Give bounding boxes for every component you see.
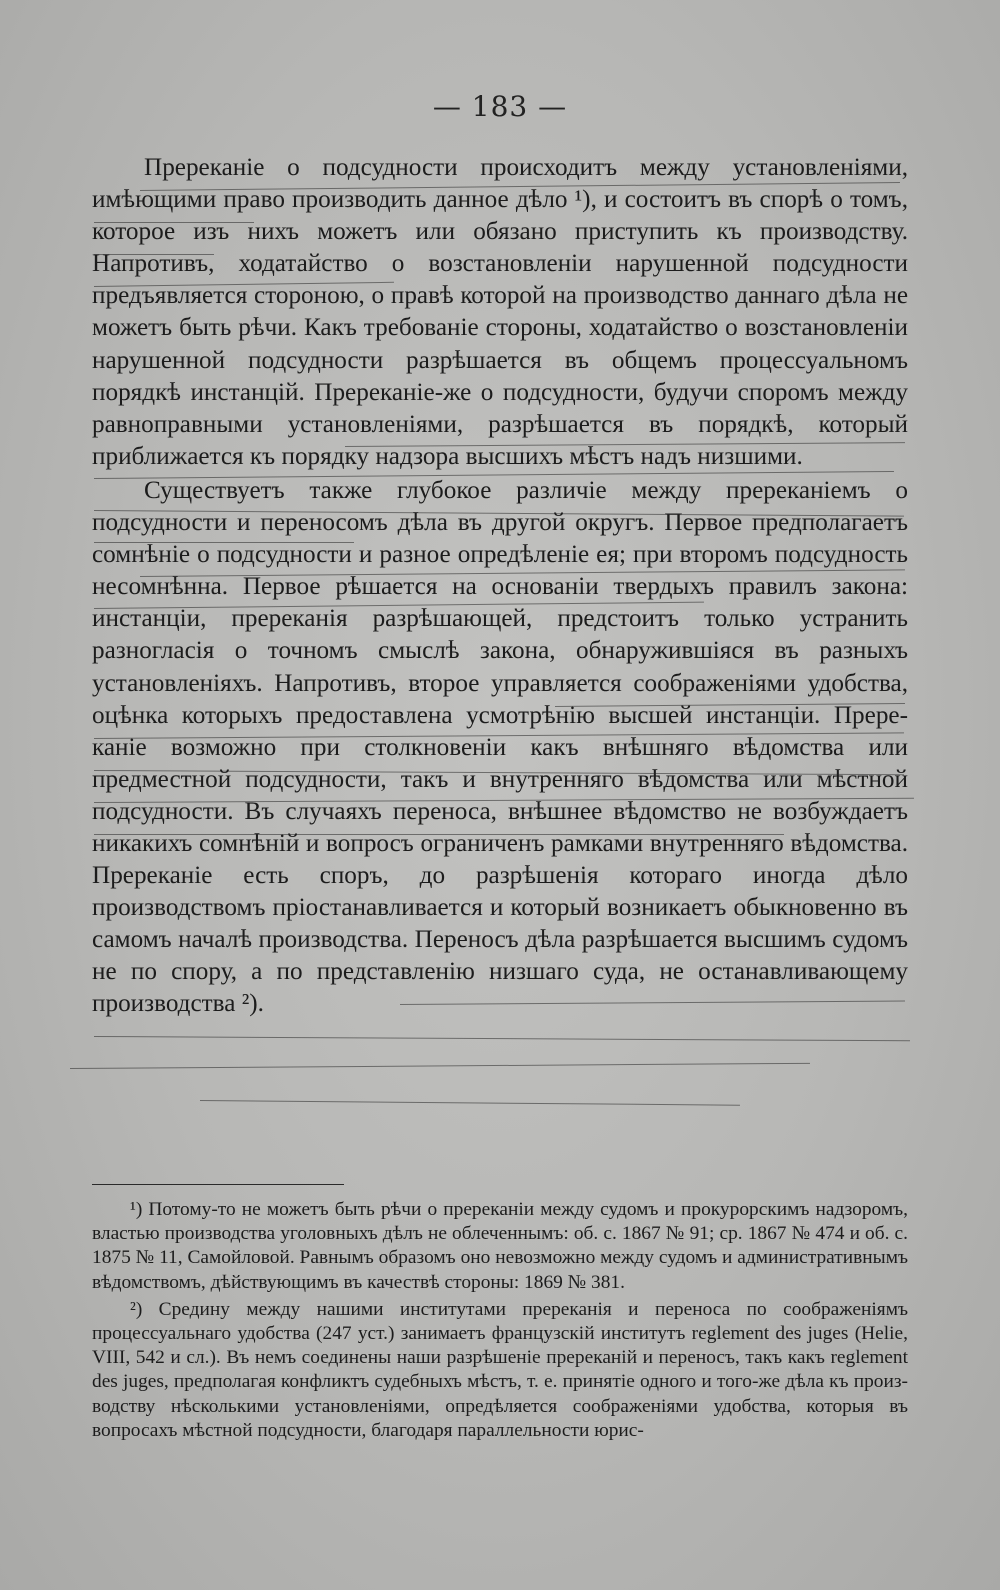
paragraph: Существуетъ также глубокое различіе между пререканіемъ о подсудности и переносомъ дѣла въ другой округъ. Первое предполагаетъ сомнѣніе о подсудности и разное опредѣленіе ея; при второмъ подсудность несомнѣнна. Первое рѣшается на основаніи твердыхъ правилъ закона: инстанціи, пререканія разрѣшающей, предстоитъ только устранить разногласія о точномъ смыслѣ закона, обнаружившіяся въ разныхъ установленіяхъ. Напротивъ, второе управляется соображеніями удобства, оцѣнка которыхъ предоставлена усмотрѣнію высшей инстанціи. Пререканіе возможно при столкновеніи какъ внѣшняго вѣдомства или предместной подсудности, такъ и внутренняго вѣдомства или мѣстной подсудности. Въ случаяхъ переноса, внѣшнее вѣдомство не возбуждаетъ никакихъ сомнѣній и вопросъ ограниченъ рамками внутренняго вѣдомства. Пререканіе есть споръ, до разрѣшенія котораго иногда дѣло производствомъ пріостанавливается и который возникаетъ обыкновенно въ самомъ началѣ производства. Переносъ дѣла разрѣшается высшимъ судомъ не по спору, а по представленію низшаго суда, не останавливающему производства ²). xyxy=(92,476,908,1018)
pencil-underline xyxy=(70,1063,810,1069)
pencil-underline xyxy=(94,1036,910,1041)
footnote-divider xyxy=(92,1184,344,1185)
paragraph: Пререканіе о подсудности происходитъ между установленіями, имѣющими право производить данное дѣло ¹), и состоитъ въ спорѣ о томъ, которое изъ нихъ можетъ или обязано приступить къ производству. Напротивъ, ходатайство о возстановленіи нарушенной подсудности предъявляется стороною, о правѣ которой на производство даннаго дѣла не можетъ быть рѣчи. Какъ требованіе стороны, ходатайство о возстановленіи нарушенной подсудности разрѣшается въ общемъ процессуальномъ порядкѣ инстанцій. Пререканіе-же о подсудности, будучи споромъ между равноправными установленіями, разрѣшается въ порядкѣ, который приближается къ порядку надзора высшихъ мѣстъ надъ низшими. xyxy=(92,154,908,470)
pencil-underline xyxy=(94,222,254,223)
pencil-underline xyxy=(200,1100,740,1106)
pencil-underline xyxy=(94,254,214,255)
main-text xyxy=(92,152,908,1023)
pencil-underline xyxy=(94,542,354,543)
footnote: ²) Средину между нашими институтами пререканія и переноса по соображеніямъ процессуальнаго удобства (247 уст.) занимаетъ французскій институтъ reglement des juges (Helie, VIII, 542 и сл.). Въ немъ соединены наши разрѣшеніе пререканій и переносъ, такъ какъ reglement des juges, предполагая конфликтъ судебныхъ мѣстъ, т. е. принятіе одного и того-же дѣла къ производству нѣсколькими установленіями, опредѣляется соображеніями удобства, которыя въ вопросахъ мѣстной подсудности, благодаря параллельности юрис- xyxy=(92,1298,908,1441)
pencil-underline xyxy=(94,834,784,835)
footnote: ¹) Потому-то не можетъ быть рѣчи о пререканіи между судомъ и прокурорскимъ надзоромъ, властью производства уголовныхъ дѣлъ не облеченнымъ: об. с. 1867 № 91; ср. 1867 № 474 и об. с. 1875 № 11, Самойловой. Равнымъ образомъ оно невозможно между судомъ и административнымъ вѣдомствомъ, дѣйствующимъ въ качествѣ стороны: 1869 № 381. xyxy=(92,1199,908,1293)
footnotes xyxy=(92,1198,908,1446)
page-number: — 183 — xyxy=(432,90,568,123)
